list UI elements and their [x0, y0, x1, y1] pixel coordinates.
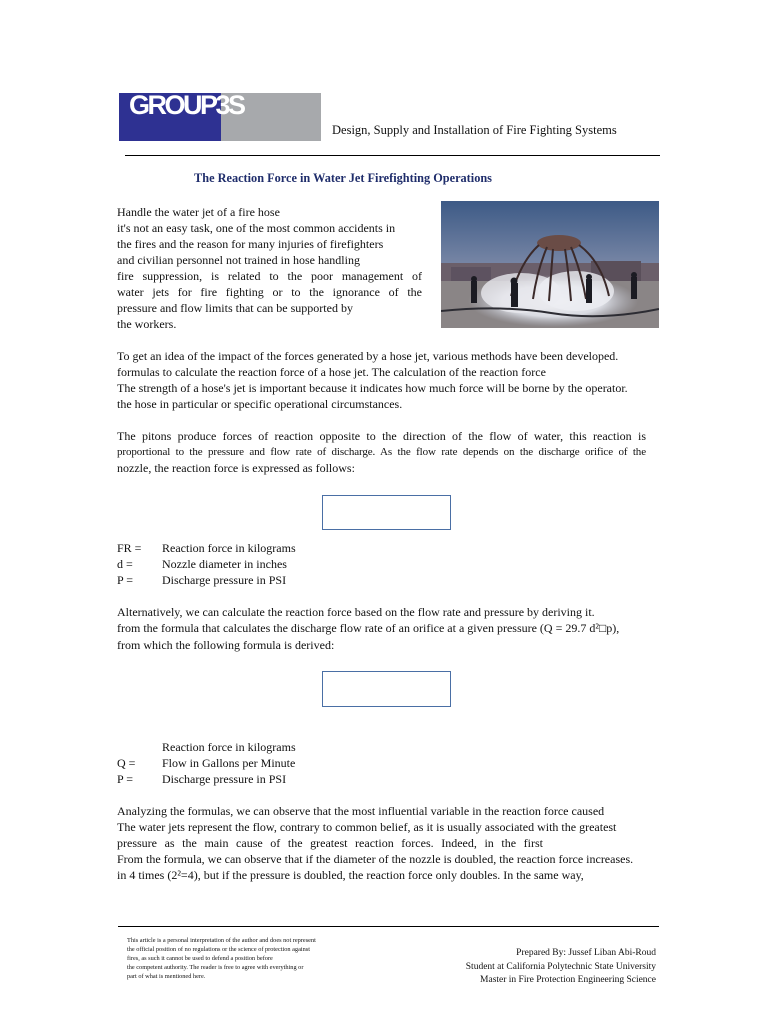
footer-disclaimer: [127, 936, 316, 981]
firefighting-photo-image: [441, 201, 659, 328]
intro-line: pressure and flow limits that can be supported by: [117, 301, 353, 315]
formula-box-diameter-pressure: [322, 495, 451, 530]
paragraph-line: Analyzing the formulas, we can observe that the most influential variable in the reaction force caused: [117, 804, 605, 818]
legend-symbol: P =: [117, 573, 133, 587]
paragraph-line: in 4 times (2²=4), but if the pressure is doubled, the reaction force only doubles. In the same way,: [117, 868, 584, 882]
paragraph-line: To get an idea of the impact of the forces generated by a hose jet, various methods have been developed.: [117, 349, 619, 363]
legend-symbol: FR =: [117, 541, 142, 555]
article-title: The Reaction Force in Water Jet Firefighting Operations: [194, 171, 492, 185]
disclaimer-line: the official position of no regulations or the science of protection against: [127, 946, 310, 953]
paragraph-line: The water jets represent the flow, contrary to common belief, as it is usually associated with the greatest: [117, 820, 617, 834]
intro-line: the workers.: [117, 317, 177, 331]
footer-prepared-by: [466, 947, 656, 988]
intro-line: water jets for fire fighting or to the ignorance of the: [117, 285, 422, 299]
legend-description: Discharge pressure in PSI: [162, 573, 287, 587]
paragraph-line: The strength of a hose's jet is important because it indicates how much force will be borne by the operator.: [117, 381, 628, 395]
disclaimer-line: This article is a personal interpretation of the author and does not represent: [127, 937, 316, 944]
paragraph-line: formulas to calculate the reaction force of a hose jet. The calculation of the reaction force: [117, 365, 546, 379]
paragraph-line: Alternatively, we can calculate the reaction force based on the flow rate and pressure by deriving it.: [117, 605, 595, 619]
paragraph-line: nozzle, the reaction force is expressed as follows:: [117, 461, 355, 475]
footer-rule: [118, 926, 659, 927]
legend-description: Flow in Gallons per Minute: [162, 756, 296, 770]
paragraph-line: From the formula, we can observe that if the diameter of the nozzle is doubled, the reaction force increases.: [117, 852, 634, 866]
paragraph-line: from which the following formula is derived:: [117, 638, 335, 652]
firefighting-photo: [441, 201, 659, 328]
legend-description: Reaction force in kilograms: [162, 740, 296, 754]
legend-symbol: P =: [117, 772, 133, 786]
legend-symbol: d =: [117, 557, 133, 571]
intro-line: fire suppression, is related to the poor management of: [117, 269, 422, 283]
paragraph-line: from the formula that calculates the discharge flow rate of an orifice at a given pressure (Q = 29.7 d²□p),: [117, 621, 620, 635]
intro-line: it's not an easy task, one of the most common accidents in: [117, 221, 396, 235]
legend-description: Nozzle diameter in inches: [162, 557, 287, 571]
paragraph-line: proportional to the pressure and flow rate of discharge. As the flow rate depends on the discharge orifice of the: [117, 446, 646, 458]
paragraph-line: pressure as the main cause of the greatest reaction forces. Indeed, in the first: [117, 836, 543, 850]
intro-line: Handle the water jet of a fire hose: [117, 205, 280, 219]
legend-description: Discharge pressure in PSI: [162, 772, 287, 786]
logo-text: GROUP3S: [129, 90, 244, 120]
company-tagline: Design, Supply and Installation of Fire Fighting Systems: [332, 123, 617, 137]
paragraph-line: The pitons produce forces of reaction opposite to the direction of the flow of water, this reaction is: [117, 429, 646, 443]
intro-line: and civilian personnel not trained in hose handling: [117, 253, 360, 267]
intro-line: the fires and the reason for many injuries of firefighters: [117, 237, 384, 251]
header-rule: [125, 155, 660, 156]
disclaimer-line: the competent authority. The reader is free to agree with everything or: [127, 964, 304, 971]
disclaimer-line: part of what is mentioned here.: [127, 973, 206, 980]
formula-box-flow-pressure: [322, 671, 451, 707]
paragraph-line: the hose in particular or specific operational circumstances.: [117, 397, 403, 411]
legend-description: Reaction force in kilograms: [162, 541, 296, 555]
prepared-line: Student at California Polytechnic State University: [465, 961, 656, 972]
prepared-line: Master in Fire Protection Engineering Science: [480, 975, 656, 985]
legend-symbol: Q =: [117, 756, 136, 770]
prepared-line: Prepared By: Jussef Liban Abi-Roud: [516, 948, 656, 958]
disclaimer-line: fires, as such it cannot be used to defend a position before: [127, 955, 273, 962]
